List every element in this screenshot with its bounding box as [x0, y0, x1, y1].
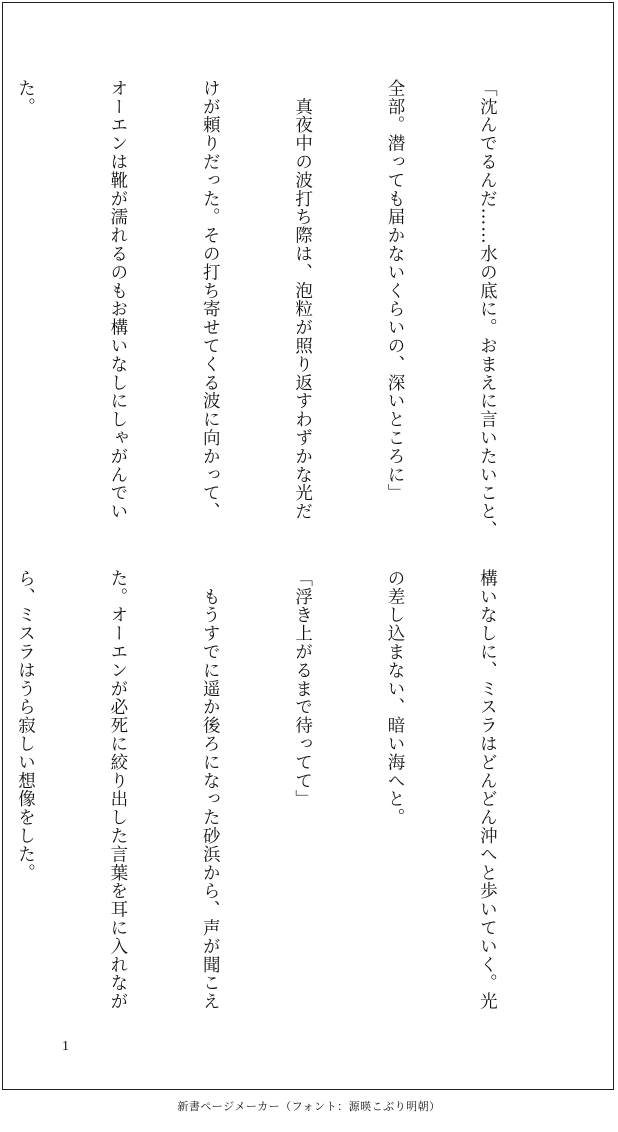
text-line: もうすでに遥か後ろになった砂浜から、声が聞こえ	[200, 569, 221, 1011]
text-line: 全部。潜っても届かないくらいの、深いところに」	[385, 79, 406, 503]
text-line: た。	[15, 79, 36, 116]
text-line: オーエンは靴が濡れるのもお構いなしにしゃがんでい	[107, 79, 128, 521]
text-line: た。オーエンが必死に絞り出した言葉を耳に入れなが	[107, 569, 128, 1011]
text-line: の差し込まない、暗い海へと。	[385, 569, 406, 827]
text-line: ら、ミスラはうら寂しい想像をした。	[15, 569, 36, 882]
page-number: 1	[62, 1039, 69, 1054]
text-line: けが頼りだった。その打ち寄せてくる波に向かって、	[200, 79, 221, 521]
upper-text-column	[15, 79, 564, 549]
text-line: 真夜中の波打ち際は、泡粒が照り返すわずかな光だ	[292, 79, 313, 521]
text-line: 構いなしに、ミスラはどんどん沖へと歩いていく。光	[477, 569, 498, 1011]
generator-caption: 新書ページメーカー（フォント：源暎こぶり明朝）	[177, 1100, 441, 1113]
text-line: 「浮き上がるまで待ってて」	[292, 569, 313, 809]
text-line: 「沈んでるんだ……水の底に。おまえに言いたいこと、	[477, 79, 498, 539]
book-page	[2, 2, 614, 1090]
lower-text-column	[15, 569, 564, 1041]
